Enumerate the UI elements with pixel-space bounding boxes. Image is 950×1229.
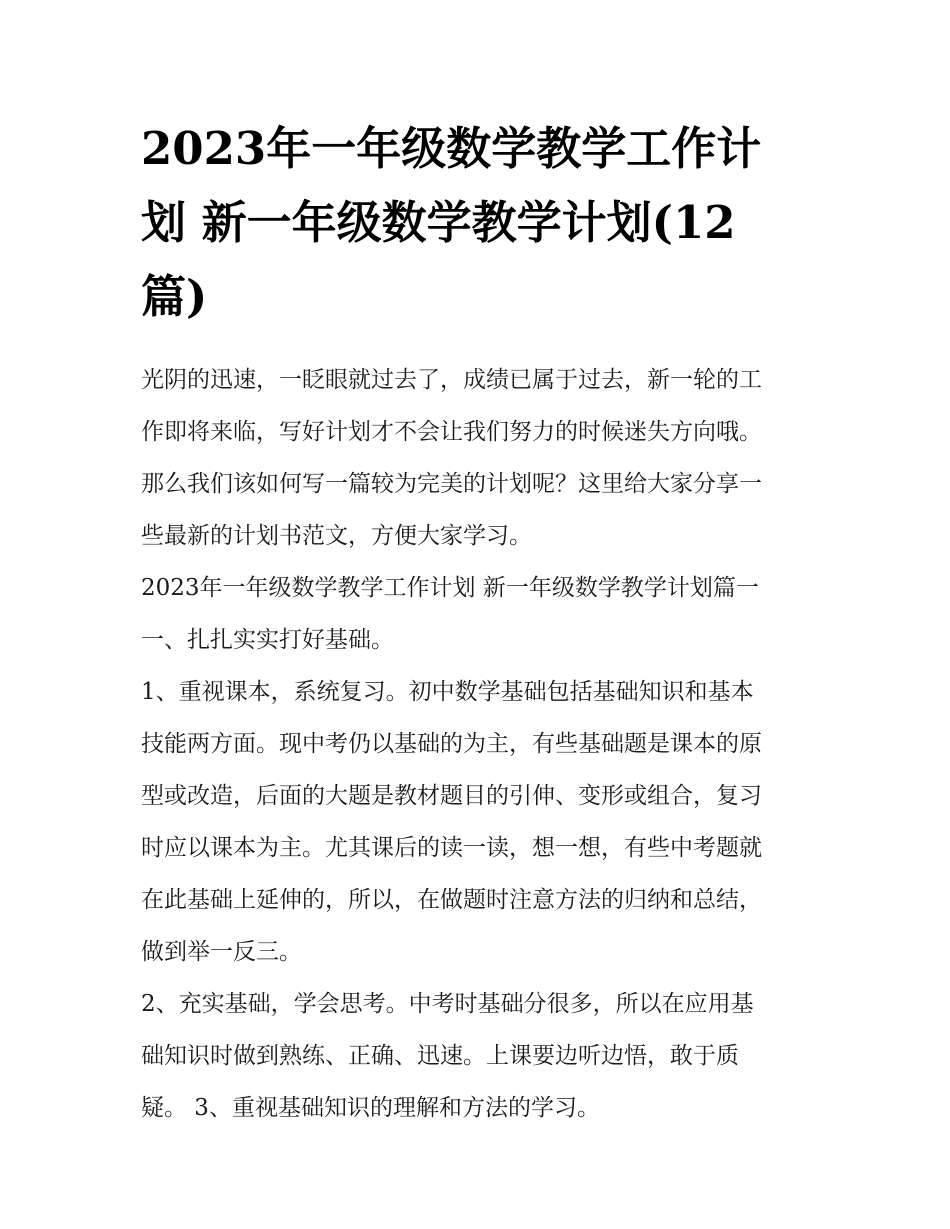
- text-line: 作即将来临，写好计划才不会让我们努力的时候迷失方向哦。: [141, 419, 762, 445]
- section-heading: [141, 562, 813, 614]
- text-line: 在此基础上延伸的，所以，在做题时注意方法的归纳和总结，: [141, 887, 762, 913]
- text-line: 2023年一年级数学教学工作计划 新一年级数学教学计划篇一: [141, 575, 759, 601]
- title-line: 2023年一年级数学教学工作计: [141, 122, 762, 175]
- text-line: 时应以课本为主。尤其课后的读一读，想一想，有些中考题就: [141, 835, 762, 861]
- title-line: 篇): [141, 270, 208, 323]
- item-2-paragraph: [141, 978, 813, 1134]
- text-line: 光阴的迅速，一眨眼就过去了，成绩已属于过去，新一轮的工: [141, 367, 762, 393]
- text-line: 1、重视课本，系统复习。初中数学基础包括基础知识和基本: [141, 679, 754, 705]
- text-line: 技能两方面。现中考仍以基础的为主，有些基础题是课本的原: [141, 731, 762, 757]
- document-title: [141, 112, 813, 334]
- intro-paragraph: [141, 354, 813, 562]
- text-line: 础知识时做到熟练、正确、迅速。上课要边听边悟，敢于质: [141, 1043, 739, 1069]
- part-heading: [141, 614, 813, 666]
- text-line: 2、充实基础，学会思考。中考时基础分很多，所以在应用基: [141, 991, 754, 1017]
- title-line: 划 新一年级数学教学计划(12: [141, 196, 736, 249]
- text-line: 些最新的计划书范文，方便大家学习。: [141, 523, 532, 549]
- text-line: 一、扎扎实实打好基础。: [141, 627, 394, 653]
- text-line: 型或改造，后面的大题是教材题目的引伸、变形或组合，复习: [141, 783, 762, 809]
- text-line: 那么我们该如何写一篇较为完美的计划呢？这里给大家分享一: [141, 471, 762, 497]
- document-body: [141, 112, 813, 1134]
- text-line: 做到举一反三。: [141, 939, 302, 965]
- item-1-paragraph: [141, 666, 813, 978]
- text-line: 疑。 3、重视基础知识的理解和方法的学习。: [141, 1095, 600, 1121]
